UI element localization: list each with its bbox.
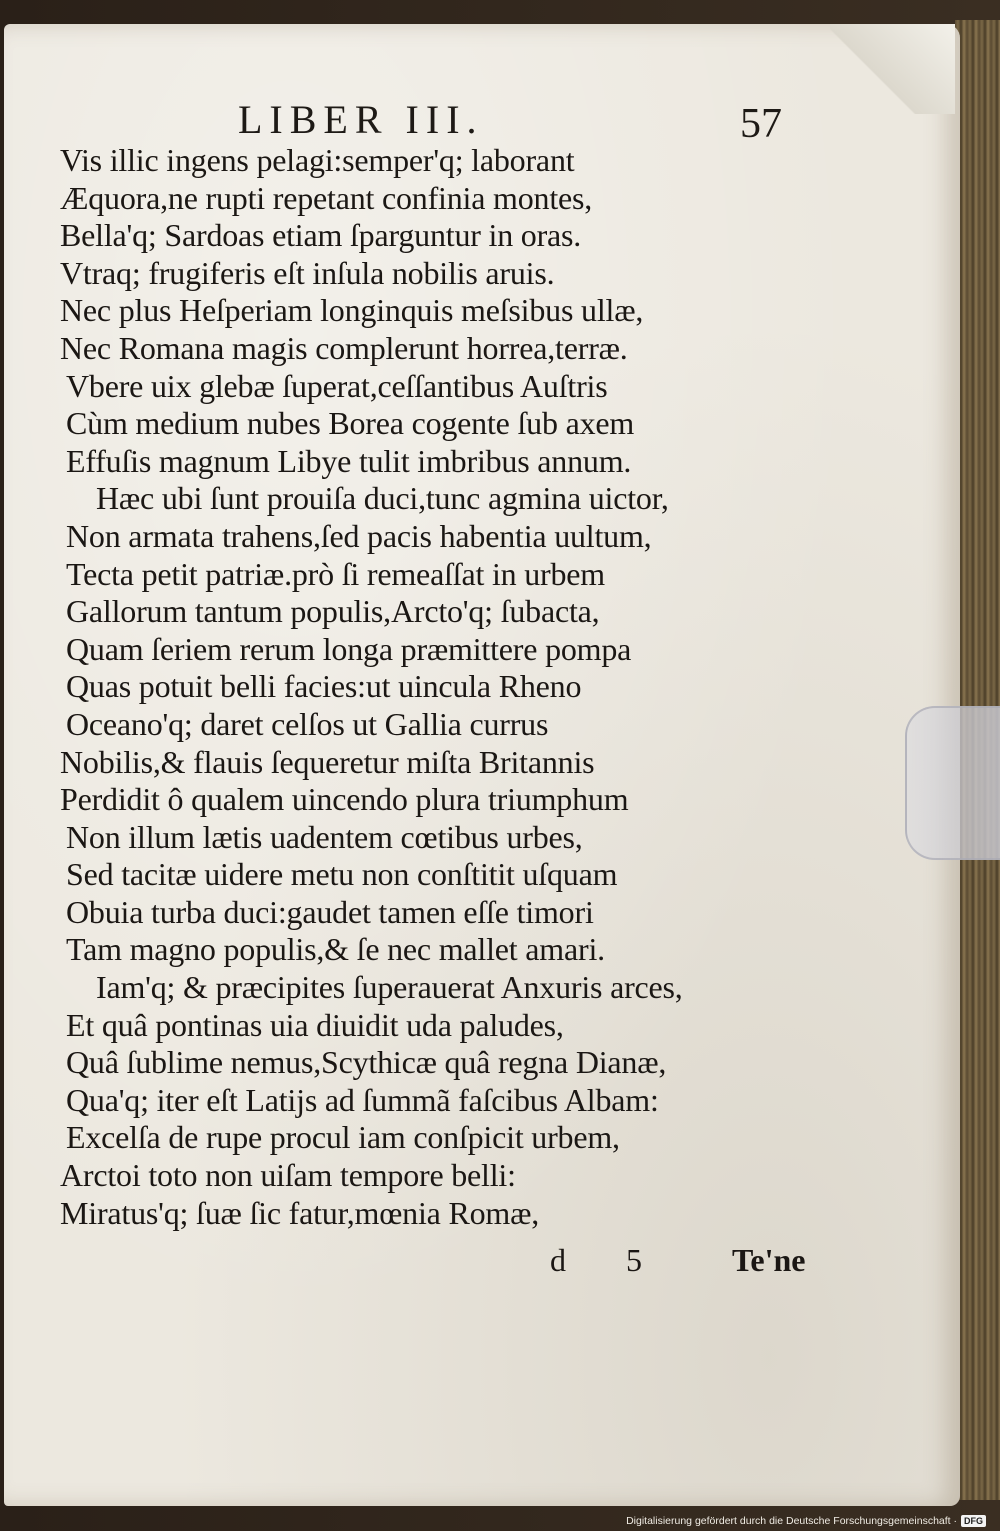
verse-line: Nec plus Heſperiam longinquis meſsibus ullæ, (60, 292, 644, 329)
verse-line: Non illum lætis uadentem cœtibus urbes, (66, 818, 583, 855)
verse-line: Oceano'q; daret celſos ut Gallia currus (66, 705, 549, 742)
verse-line: Vbere uix glebæ ſuperat,ceſſantibus Auſtris (66, 367, 608, 404)
page-clip (905, 706, 1000, 860)
verse-line: Sed tacitæ uidere metu non conſtitit uſquam (66, 856, 618, 893)
verse-line: Bella'q; Sardoas etiam ſparguntur in oras. (60, 217, 582, 254)
verse-line: Et quâ pontinas uia diuidit uda paludes, (66, 1006, 564, 1043)
verse-line: Gallorum tantum populis,Arcto'q; ſubacta, (66, 593, 600, 630)
signature-mark: d 5 (550, 1242, 668, 1278)
verse-line: Tam magno populis,& ſe nec mallet amari. (66, 931, 605, 968)
verse-line: Effuſis magnum Libye tulit imbribus annum. (66, 442, 632, 479)
verse-line: Cùm medium nubes Borea cogente ſub axem (66, 405, 635, 442)
verse-line: Tecta petit patriæ.prò ſi remeaſſat in urbem (66, 555, 605, 592)
verse-line: Arctoi toto non uiſam tempore belli: (60, 1157, 516, 1194)
verse-line: Quam ſeriem rerum longa præmittere pompa (66, 630, 632, 667)
page-header (0, 96, 1000, 146)
catchword: Te'ne (732, 1242, 806, 1278)
dfg-logo: DFG (961, 1515, 986, 1527)
verse-line: Hæc ubi ſunt prouiſa duci,tunc agmina uictor, (96, 480, 669, 517)
verse-line: Excelſa de rupe procul iam conſpicit urbem, (66, 1119, 620, 1156)
verse-text (60, 142, 840, 1232)
digitization-credit (626, 1511, 986, 1531)
verse-line: Vtraq; frugiferis eſt inſula nobilis aruis. (60, 254, 555, 291)
verse-line: Miratus'q; ſuæ ſic fatur,mœnia Romæ, (60, 1194, 540, 1231)
verse-line: Nobilis,& flauis ſequeretur miſta Britannis (60, 743, 595, 780)
folio-number: 57 (740, 101, 782, 147)
verse-line: Perdidit ô qualem uincendo plura triumphum (60, 781, 629, 818)
verse-line: Non armata trahens,ſed pacis habentia uultum, (66, 517, 652, 554)
verse-line: Nec Romana magis complerunt horrea,terræ. (60, 329, 628, 366)
running-title: LIBER III. (238, 97, 484, 142)
verse-line: Qua'q; iter eſt Latijs ad ſummã faſcibus Albam: (66, 1081, 659, 1118)
page-footer (0, 1236, 1000, 1286)
verse-line: Æquora,ne rupti repetant confinia montes, (60, 179, 593, 216)
verse-line: Quas potuit belli facies:ut uincula Rheno (66, 668, 582, 705)
verse-line: Obuia turba duci:gaudet tamen eſſe timori (66, 893, 594, 930)
verse-line: Quâ ſublime nemus,Scythicæ quâ regna Dianæ, (66, 1044, 667, 1081)
credit-text: Digitalisierung gefördert durch die Deutsche Forschungsgemeinschaft · (626, 1515, 957, 1527)
verse-line: Iam'q; & præcipites ſuperauerat Anxuris arces, (96, 969, 683, 1006)
verse-line: Vis illic ingens pelagi:semper'q; laborant (60, 142, 575, 178)
